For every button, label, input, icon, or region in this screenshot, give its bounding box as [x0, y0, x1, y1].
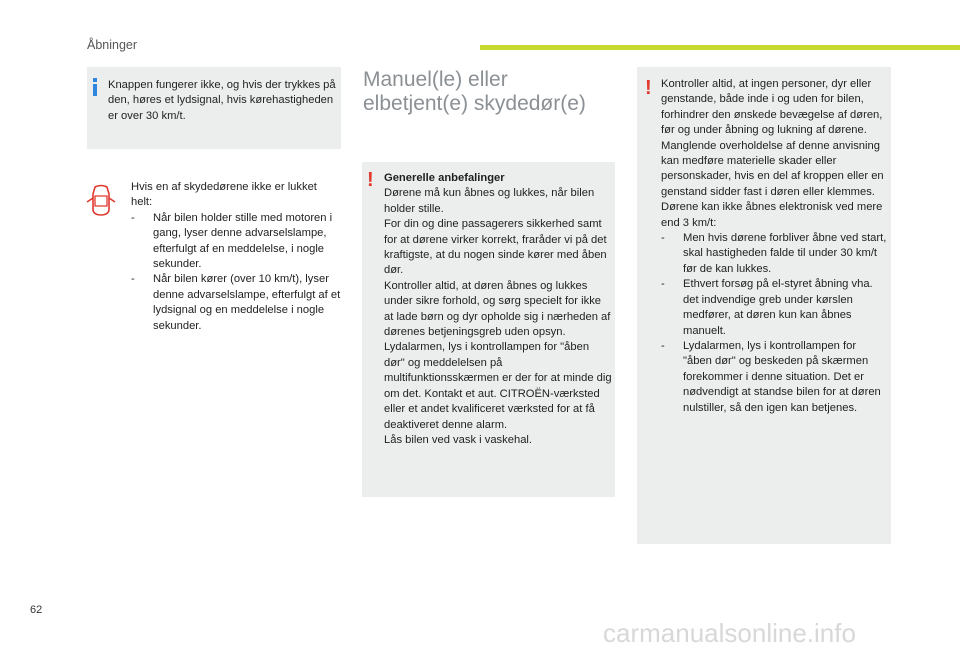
header-label: Åbninger: [87, 38, 138, 52]
general-heading: Generelle anbefalinger: [384, 172, 505, 184]
list-item: - Lydalarmen, lys i kontrollampen for "åben dør" og beskeden på skærmen forekommer i denne situation. Det er nødvendigt at standse bilen for at døren nulstiller, så den igen kan betjenes.: [661, 339, 881, 414]
door-open-warning-icon: [86, 184, 116, 218]
safety-warning-text: [661, 77, 887, 416]
general-paragraph: Kontroller altid, at døren åbnes og lukkes under sikre forhold, og sørg specielt for ikke at lade børn og dyr opholde sig i nærheden af dørenes betjeningsgreb uden opsyn.: [384, 279, 611, 339]
general-paragraph: For din og dine passagerers sikkerhed samt for at dørene virker korrekt, fraråder vi på det kraftigste, at du nogen sinde kører med åben dør.: [384, 218, 607, 277]
general-paragraph: Lås bilen ved vask i vaskehal.: [384, 433, 533, 446]
list-item: - Når bilen holder stille med motoren i gang, lyser denne advarselslampe, efterfulgt af en meddelelse, i nogle sekunder.: [131, 211, 333, 271]
warning-paragraph: Dørene kan ikke åbnes elektronisk ved mere end 3 km/t:: [661, 201, 883, 229]
general-recommendations-text: [384, 171, 612, 448]
warning-paragraph: Manglende overholdelse af denne anvisning kan medføre materielle skader eller personskader, hvis en del af kroppen eller en genstand sidder fast i døren eller klemmes.: [661, 139, 884, 198]
warning-icon: !: [367, 169, 374, 191]
watermark-text[interactable]: carmanualsonline.info: [603, 618, 856, 648]
warning-icon: !: [645, 77, 652, 99]
list-item: - Ethvert forsøg på el-styret åbning vha. det indvendige greb under kørslen medfører, at døren kun kan åbnes manuelt.: [661, 278, 873, 337]
general-paragraph: Dørene må kun åbnes og lukkes, når bilen holder stille.: [384, 187, 595, 215]
door-warning-block: [131, 180, 341, 334]
warning-list: [661, 231, 887, 416]
info-icon: [93, 78, 97, 96]
section-title: Manuel(le) eller elbetjent(e) skydedør(e): [363, 68, 586, 115]
door-warning-intro: Hvis en af skydedørene ikke er lukket helt:: [131, 181, 317, 209]
list-item: - Men hvis dørene forbliver åbne ved start, skal hastigheden falde til under 30 km/t før de kan lukkes.: [661, 232, 887, 275]
general-paragraph: Lydalarmen, lys i kontrollampen for "åben dør" og meddelelsen på multifunktionsskærmen er der for at minde dig om det. Kontakt et aut. CITROËN-værksted eller et andet kvalificeret værksted for at få deaktiveret denne alarm.: [384, 341, 612, 431]
info-box-text: Knappen fungerer ikke, og hvis der trykkes på den, høres et lydsignal, hvis kørehastigheden er over 30 km/t.: [108, 79, 336, 122]
warning-paragraph: Kontroller altid, at ingen personer, dyr eller genstande, både inde i og uden for bilen, forhindrer den ønskede bevægelse af døren, før og under åbning og lukning af dørene.: [661, 78, 883, 137]
header-accent-bar: [480, 45, 960, 50]
door-warning-list: [131, 211, 341, 334]
page-number: 62: [30, 604, 43, 616]
list-item: - Når bilen kører (over 10 km/t), lyser denne advarselslampe, efterfulgt af et lydsignal og en meddelelse i nogle sekunder.: [131, 273, 341, 332]
